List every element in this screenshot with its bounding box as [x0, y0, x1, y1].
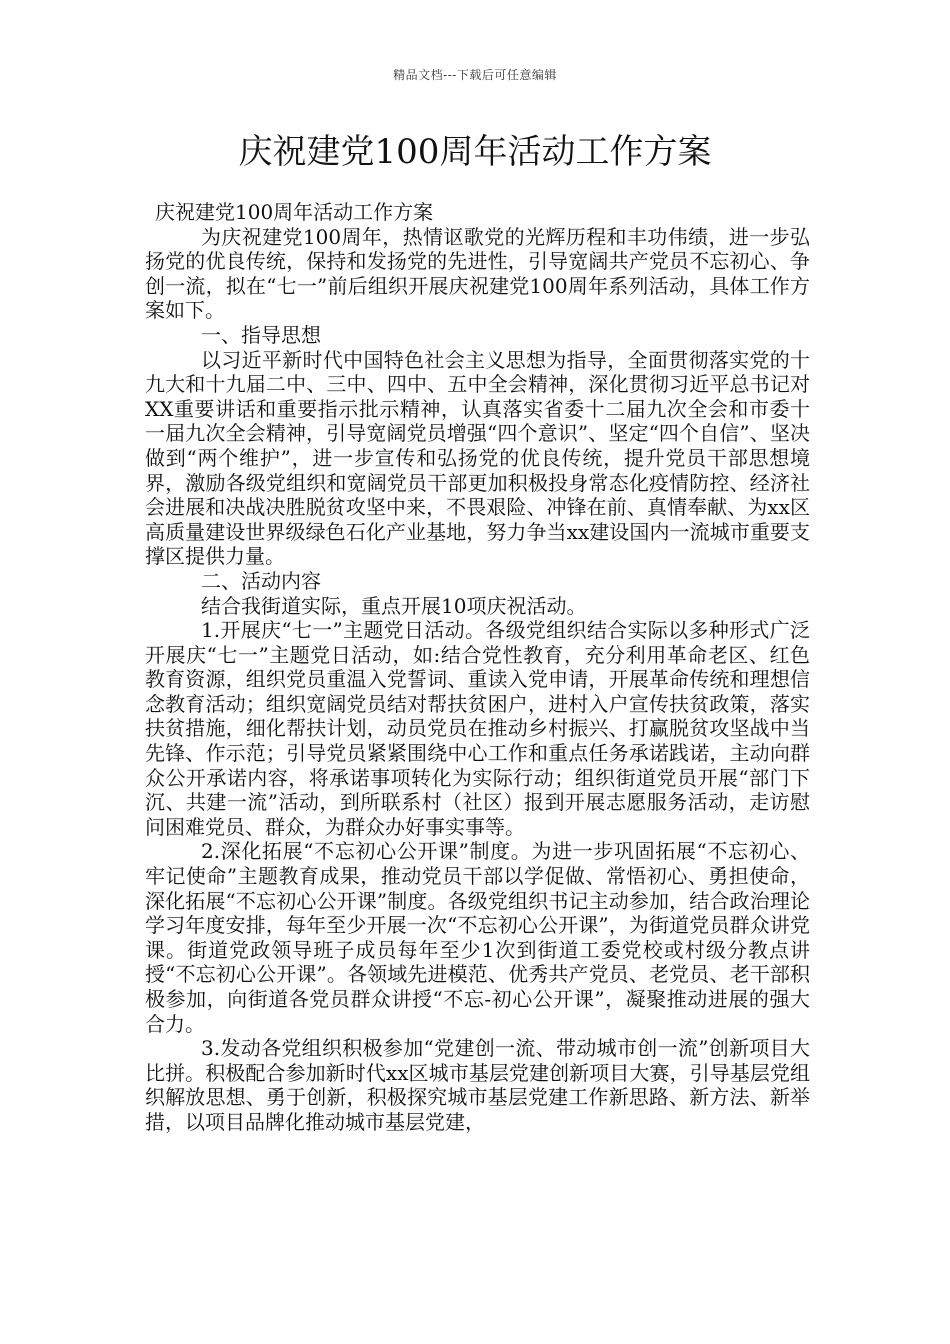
- activity-item-1: 1.开展庆“七一”主题党日活动。各级党组织结合实际以多种形式广泛开展庆“七一”主题党日活动，如:结合党性教育，充分利用革命老区、红色教育资源，组织党员重温入党誓词、重读入党申请，开展革命传统和理想信念教育活动；组织宽阔党员结对帮扶贫困户，进村入户宣传扶贫政策，落实扶贫措施，细化帮扶计划，动员党员在推动乡村振兴、打赢脱贫攻坚战中当先锋、作示范；引导党员紧紧围绕中心工作和重点任务承诺践诺，主动向群众公开承诺内容，将承诺事项转化为实际行动；组织街道党员开展“部门下沉、共建一流”活动，到所联系村（社区）报到开展志愿服务活动，走访慰问困难党员、群众，为群众办好事实事等。: [145, 618, 810, 839]
- section-heading-guiding-ideology: 一、指导思想: [201, 322, 321, 347]
- activity-item-2: 2.深化拓展“不忘初心公开课”制度。为进一步巩固拓展“不忘初心、牢记使命”主题教育成果，推动党员干部以学促做、常悟初心、勇担使命，深化拓展“不忘初心公开课”制度。各级党组织书记主动参加，结合政治理论学习年度安排，每年至少开展一次“不忘初心公开课”，为街道党员群众讲党课。街道党政领导班子成员每年至少1次到街道工委党校或村级分教点讲授“不忘初心公开课”。各领域先进模范、优秀共产党员、老党员、老干部积极参加，向街道各党员群众讲授“不忘-初心公开课”，凝聚推动进展的强大合力。: [145, 839, 810, 1036]
- document-subtitle: 庆祝建党100周年活动工作方案: [155, 200, 434, 224]
- guiding-ideology-paragraph: 以习近平新时代中国特色社会主义思想为指导，全面贯彻落实党的十九大和十九届二中、三中、四中、五中全会精神，深化贯彻习近平总书记对XX重要讲话和重要指示批示精神，认真落实省委十二届九次全会和市委十一届九次全会精神，引导宽阔党员增强“四个意识”、坚定“四个自信”、坚决做到“两个维护”，进一步宣传和弘扬党的优良传统，提升党员干部思想境界，激励各级党组织和宽阔党员干部更加积极投身常态化疫情防控、经济社会进展和决战决胜脱贫攻坚中来，不畏艰险、冲锋在前、真情奉献、为xx区高质量建设世界级绿色石化产业基地，努力争当xx建设国内一流城市重要支撑区提供力量。: [145, 347, 810, 569]
- document-body: [145, 200, 810, 1135]
- intro-paragraph: 为庆祝建党100周年，热情讴歌党的光辉历程和丰功伟绩，进一步弘扬党的优良传统，保持和发扬党的先进性，引导宽阔共产党员不忘初心、争创一流，拟在“七一”前后组织开展庆祝建党100周年系列活动，具体工作方案如下。: [145, 224, 810, 323]
- header-note: 精品文档---下载后可任意编辑: [393, 68, 557, 82]
- section-heading-activity-content: 二、活动内容: [201, 568, 321, 593]
- activity-item-3: 3.发动各党组织积极参加“党建创一流、带动城市创一流”创新项目大比拼。积极配合参加新时代xx区城市基层党建创新项目大赛，引导基层党组织解放思想、勇于创新，积极探究城市基层党建工作新思路、新方法、新举措，以项目品牌化推动城市基层党建，: [145, 1036, 810, 1134]
- document-title: 庆祝建党100周年活动工作方案: [238, 132, 712, 172]
- activity-intro-paragraph: 结合我街道实际，重点开展10项庆祝活动。: [201, 593, 587, 618]
